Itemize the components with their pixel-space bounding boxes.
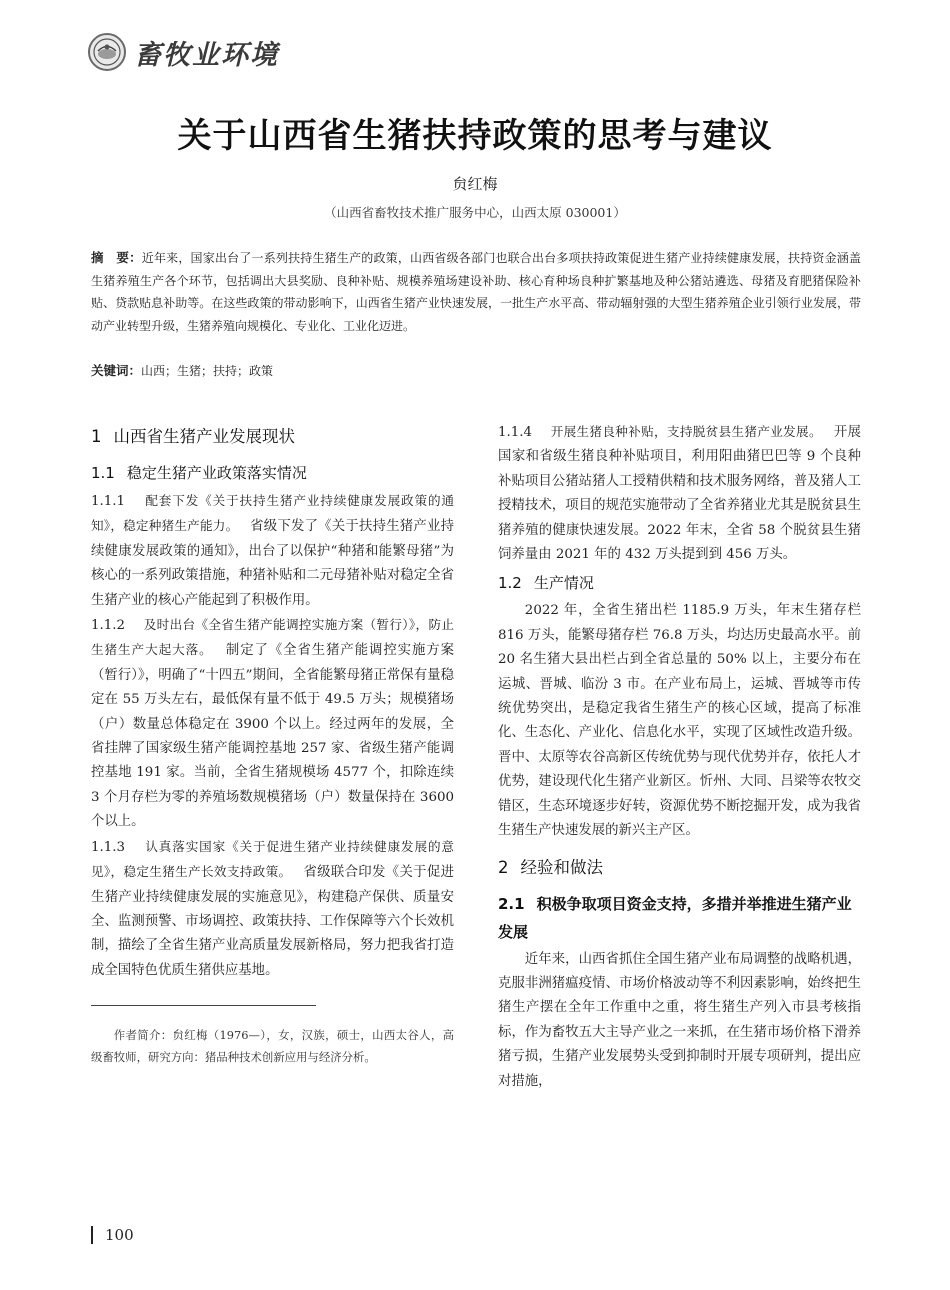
abstract (91, 247, 861, 337)
journal-name: 畜牧业环境 (134, 39, 279, 71)
subsection-title: 及时出台《全省生猪产能调控实施方案（暂行）》，防止生猪生产大起大落。 (91, 617, 454, 658)
paragraph-body: 省级下发了《关于扶持生猪产业持续健康发展政策的通知》，出台了以保护“种猪和能繁母猪”为核心的一系列政策措施，种猪补贴和二元母猪补贴对稳定全省生猪产业的核心产能起到了积极作用。 (91, 519, 454, 608)
section-heading-2 (498, 854, 861, 882)
subsection-title: 开展生猪良种补贴，支持脱贫县生猪产业发展。 (550, 424, 816, 439)
section-heading-1-2 (498, 569, 861, 597)
footnote-divider (91, 1005, 316, 1006)
paragraph-1-2: 2022 年，全省生猪出栏 1185.9 万头，年末生猪存栏 816 万头，能繁母猪存栏 76.8 万头，均达历史最高水平。前 20 名生猪大县出栏占到全省总量的 50% 以上，主要分布在运城、晋城、临汾 3 市。在产业布局上，运城、晋城等市传统优势突出，是稳定我省生猪生产的核心区域，提高了标准化、生态化、产业化、信息化水平，实现了区域性改造升级。晋中、太原等农谷高新区传统优势与现代优势并存，依托人才优势，建设现代化生猪产业新区。忻州、大同、吕梁等农牧交错区，生态环境逐步好转，资源优势不断挖掘开发，成为我省生猪生产快速发展的新兴主产区。 (498, 603, 861, 839)
paragraph-body: 制定了《全省生猪产能调控实施方案（暂行）》，明确了“十四五”期间，全省能繁母猪正常保有量稳定在 55 万头左右，最低保有量不低于 49.5 万头；规模猪场（户）数量总体稳定在 3900 个以上。经过两年的发展，全省挂牌了国家级生猪产能调控基地 257 家、省级生猪产能调控基地 191 家。当前，全省生猪规模场 4577 个，扣除连续 3 个月存栏为零的养殖场数规模猪场（户）数量保持在 3600 个以上。 (91, 643, 454, 830)
subsection-number: 1.1.2 (91, 618, 126, 634)
abstract-label: 摘 要： (91, 250, 142, 265)
section-number: 2 (498, 857, 509, 877)
subsection-title: 认真落实国家《关于促进生猪产业持续健康发展的意见》，稳定生猪生产长效支持政策。 (91, 838, 455, 880)
subsection-number: 1.1.4 (498, 425, 533, 440)
keywords-label: 关键词： (91, 363, 142, 378)
paragraph-1-1-4 (498, 420, 861, 567)
abstract-text: 近年来，国家出台了一系列扶持生猪生产的政策，山西省级各部门也联合出台多项扶持政策促进生猪产业持续健康发展，扶持资金涵盖生猪养殖生产各个环节，包括调出大县奖励、良种补贴、规模养殖场建设补助、核心育种场良种扩繁基地及种公猪站遴选、母猪及育肥猪保险补贴、贷款贴息补助等。在这些政策的带动影响下，山西省生猪产业快速发展，一批生产水平高、带动辐射强的大型生猪养殖企业引领行业发展，带动产业转型升级，生猪养殖向规模化、专业化、工业化迈进。 (91, 251, 861, 333)
right-column (498, 420, 861, 1094)
section-heading-1 (91, 423, 454, 451)
paragraph-body: 开展国家和省级生猪良种补贴项目，利用阳曲猪巴巴等 9 个良种补贴项目公猪站猪人工授精供精和技术服务网络，普及猪人工授精技术，项目的规范实施带动了全省养猪业尤其是脱贫县生猪养殖的健康快速发展。2022 年末，全省 58 个脱贫县生猪饲养量由 2021 年的 432 万头提到到 456 万头。 (498, 425, 861, 563)
subsection-number: 1.1.3 (91, 839, 126, 855)
section-title: 积极争取项目资金支持，多措并举推进生猪产业发展 (498, 894, 852, 941)
section-number: 1.2 (498, 574, 522, 593)
paper-title: 关于山西省生猪扶持政策的思考与建议 (177, 116, 773, 156)
paragraph-2-1: 近年来，山西省抓住全国生猪产业布局调整的战略机遇，克服非洲猪瘟疫情、市场价格波动等不利因素影响，始终把生猪生产摆在全年工作重中之重，将生猪生产列入市县考核指标，作为畜牧五大主导产业之一来抓，在生猪市场价格下滑养猪亏损，生猪产业发展势头受到抑制时开展专项研判，提出应对措施， (498, 951, 861, 1089)
journal-header (88, 30, 279, 74)
subsection-title: 配套下发《关于扶持生猪产业持续健康发展政策的通知》，稳定种猪生产能力。 (91, 493, 455, 534)
section-number: 1.1 (91, 464, 115, 482)
keywords (91, 361, 861, 381)
section-heading-1-1 (91, 459, 454, 487)
section-title: 生产情况 (533, 574, 594, 593)
subsection-number: 1.1.1 (91, 494, 126, 509)
author-footnote: 作者简介：贠红梅（1976—），女，汉族，硕士，山西太谷人，高级畜牧师，研究方向：猪品种技术创新应用与经济分析。 (91, 1028, 454, 1065)
journal-logo-icon (88, 33, 126, 71)
section-title: 山西省生猪产业发展现状 (113, 427, 295, 446)
paragraph-1-1-1 (91, 489, 454, 613)
section-number: 2.1 (498, 894, 525, 913)
paragraph-1-1-3 (91, 835, 454, 983)
section-title: 稳定生猪产业政策落实情况 (126, 464, 307, 482)
paper-affiliation: （山西省畜牧技术推广服务中心，山西太原 030001） (324, 205, 626, 220)
paragraph-1-1-2 (91, 613, 454, 835)
section-heading-2-1 (498, 890, 861, 946)
keywords-text: 山西；生猪；扶持；政策 (141, 364, 274, 378)
section-title: 经验和做法 (520, 857, 603, 877)
left-column (91, 420, 454, 1068)
paper-author: 贠红梅 (452, 175, 498, 193)
page-number: 100 (91, 1226, 134, 1244)
paragraph-body: 省级联合印发《关于促进生猪产业持续健康发展的实施意见》，构建稳产保供、质量安全、监测预警、市场调控、政策扶持、工作保障等六个长效机制，描绘了全省生猪产业高质量发展新格局，努力把我省打造成全国特色优质生猪供应基地。 (91, 865, 454, 978)
section-number: 1 (91, 427, 102, 446)
